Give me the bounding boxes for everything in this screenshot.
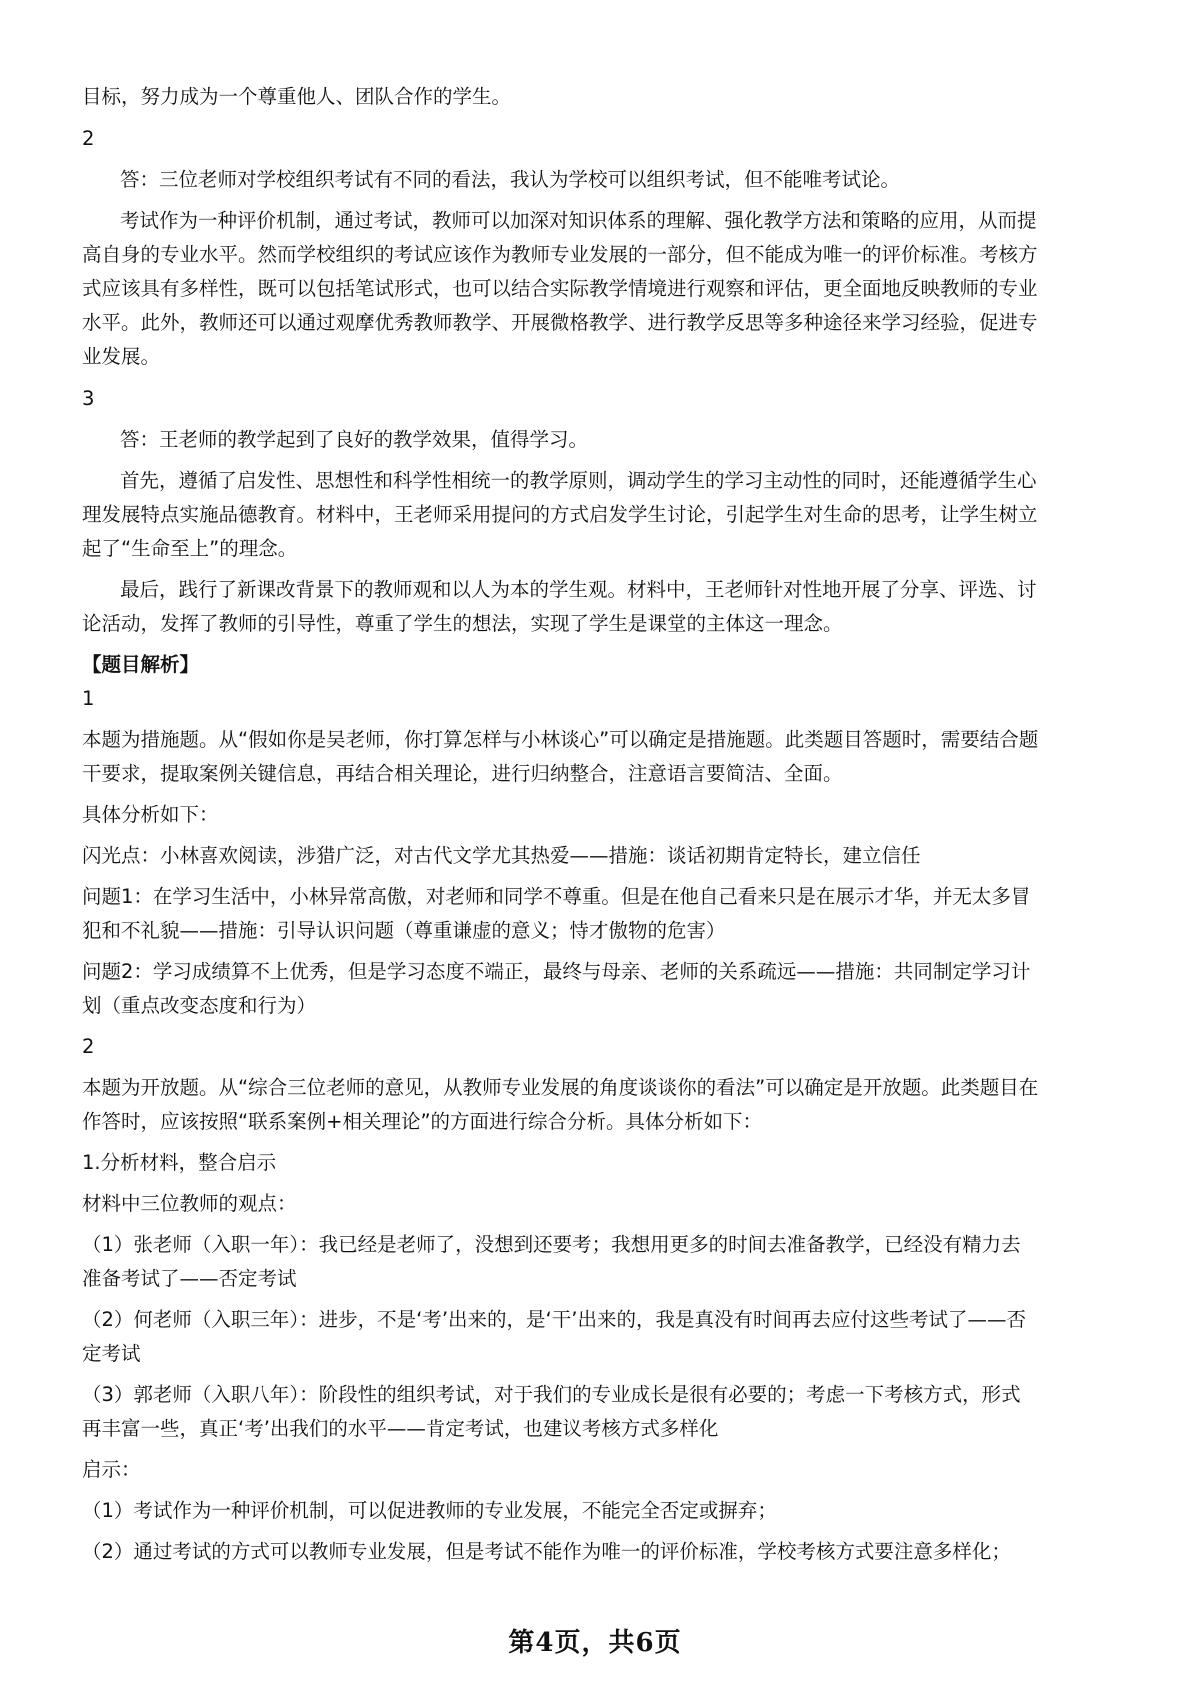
text-line: 划（重点改变态度和行为） [82, 994, 317, 1017]
question-number: 2 [82, 1035, 95, 1058]
text-line: 干要求，提取案例关键信息，再结合相关理论，进行归纳整合，注意语言要简洁、全面。 [82, 762, 843, 785]
section-heading: 【题目解析】 [82, 653, 200, 676]
text-line: 准备考试了——否定考试 [82, 1267, 297, 1290]
text-line: 水平。此外，教师还可以通过观摩优秀教师教学、开展微格教学、进行教学反思等多种途径来学习经验，促进专 [82, 311, 1038, 334]
text-line: 1.分析材料，整合启示 [82, 1151, 277, 1174]
text-line: 问题1：在学习生活中，小林异常高傲，对老师和同学不尊重。但是在他自己看来只是在展示才华，并无太多冒 [82, 885, 1031, 908]
text-line: 犯和不礼貌——措施：引导认识问题（尊重谦虚的意义；恃才傲物的危害） [82, 919, 726, 942]
text-line: 目标，努力成为一个尊重他人、团队合作的学生。 [82, 85, 512, 108]
page-footer: 第4页，共6页 [508, 1628, 682, 1658]
text-line: 首先，遵循了启发性、思想性和科学性相统一的教学原则，调动学生的学习主动性的同时，还能遵循学生心 [120, 469, 1037, 492]
text-line: 启示： [82, 1458, 141, 1481]
question-number: 1 [82, 687, 95, 710]
text-line: （3）郭老师（入职八年）：阶段性的组织考试，对于我们的专业成长是很有必要的；考虑一下考核方式，形式 [82, 1383, 1021, 1406]
text-line: 本题为开放题。从“综合三位老师的意见，从教师专业发展的角度谈谈你的看法”可以确定是开放题。此类题目在 [82, 1076, 1039, 1099]
question-number: 3 [82, 387, 95, 410]
text-line: 定考试 [82, 1342, 141, 1365]
text-line: （1）张老师（入职一年）：我已经是老师了，没想到还要考；我想用更多的时间去准备教学，已经没有精力去 [82, 1233, 1021, 1256]
text-line: （2）何老师（入职三年）：进步，不是‘考’出来的，是‘干’出来的，我是真没有时间再去应付这些考试了——否 [82, 1308, 1026, 1331]
text-line: 式应该具有多样性，既可以包括笔试形式，也可以结合实际教学情境进行观察和评估，更全面地反映教师的专业 [82, 277, 1038, 300]
text-line: 作答时，应该按照“联系案例+相关理论”的方面进行综合分析。具体分析如下： [82, 1110, 763, 1133]
text-line: 闪光点：小林喜欢阅读，涉猎广泛，对古代文学尤其热爱——措施：谈话初期肯定特长，建立信任 [82, 844, 921, 867]
text-line: 高自身的专业水平。然而学校组织的考试应该作为教师专业发展的一部分，但不能成为唯一的评价标准。考核方 [82, 243, 1038, 266]
text-line: 论活动，发挥了教师的引导性，尊重了学生的想法，实现了学生是课堂的主体这一理念。 [82, 612, 843, 635]
text-line: 考试作为一种评价机制，通过考试，教师可以加深对知识体系的理解、强化教学方法和策略的应用，从而提 [120, 209, 1037, 232]
text-line: （2）通过考试的方式可以教师专业发展，但是考试不能作为唯一的评价标准，学校考核方式要注意多样化； [82, 1540, 1011, 1563]
text-line: 理发展特点实施品德教育。材料中，王老师采用提问的方式启发学生讨论，引起学生对生命的思考，让学生树立 [82, 503, 1038, 526]
text-line: 最后，践行了新课改背景下的教师观和以人为本的学生观。材料中，王老师针对性地开展了分享、评选、讨 [120, 578, 1037, 601]
text-line: 本题为措施题。从“假如你是吴老师，你打算怎样与小林谈心”可以确定是措施题。此类题目答题时，需要结合题 [82, 728, 1039, 751]
text-line: 再丰富一些，真正‘考’出我们的水平——肯定考试，也建议考核方式多样化 [82, 1417, 719, 1440]
text-line: （1）考试作为一种评价机制，可以促进教师的专业发展，不能完全否定或摒弃； [82, 1499, 777, 1522]
text-line: 问题2：学习成绩算不上优秀，但是学习态度不端正，最终与母亲、老师的关系疏远——措施：共同制定学习计 [82, 960, 1031, 983]
text-line: 答：王老师的教学起到了良好的教学效果，值得学习。 [120, 428, 589, 451]
text-line: 材料中三位教师的观点： [82, 1192, 297, 1215]
question-number: 2 [82, 127, 95, 150]
text-line: 具体分析如下： [82, 803, 219, 826]
text-line: 业发展。 [82, 345, 161, 368]
text-line: 答：三位老师对学校组织考试有不同的看法，我认为学校可以组织考试，但不能唯考试论。 [120, 168, 901, 191]
text-line: 起了“生命至上”的理念。 [82, 537, 298, 560]
